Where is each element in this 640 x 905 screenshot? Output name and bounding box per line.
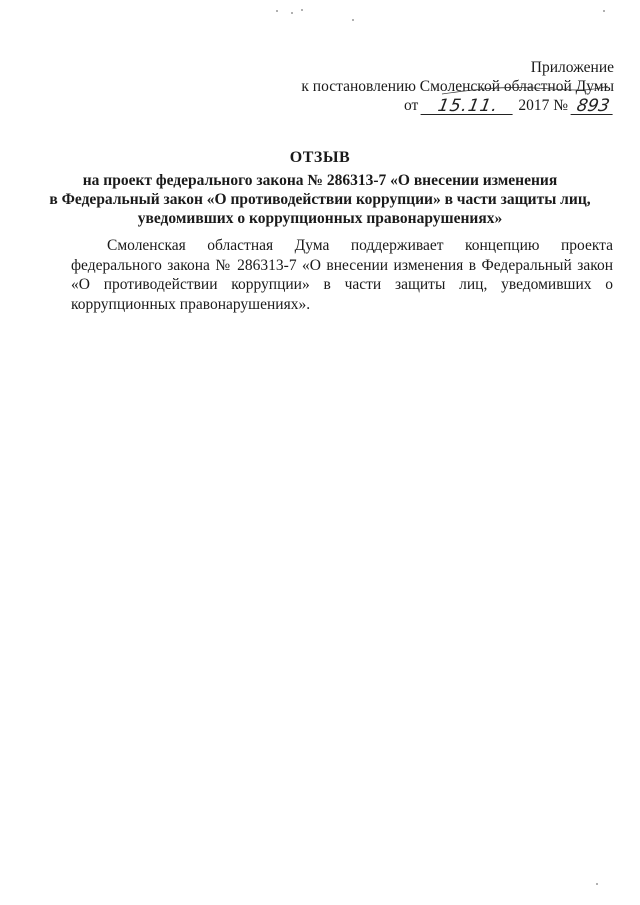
appendix-label: Приложение bbox=[530, 59, 614, 76]
scan-speck bbox=[596, 883, 598, 885]
year-text: 2017 № bbox=[518, 97, 568, 114]
title-line: уведомивших о коррупционных правонарушениях» bbox=[137, 210, 503, 227]
appendix-header bbox=[301, 58, 614, 115]
body-paragraph: Смоленская областная Дума поддерживает концепцию проекта федерального закона № 286313-7 «О внесении изменения в Федеральный закон «О противодействии коррупции» в части защиты лиц, уведомивших о коррупционных правонарушениях». bbox=[71, 237, 613, 313]
handwritten-date: 15.11. bbox=[421, 98, 516, 115]
title-line: в Федеральный закон «О противодействии коррупции» в части защиты лиц, bbox=[49, 191, 591, 208]
title-line: на проект федерального закона № 286313-7 «О внесении изменения bbox=[82, 172, 558, 189]
resolution-line: к постановлению Смоленской областной Думы bbox=[301, 78, 614, 95]
document-title bbox=[40, 148, 600, 228]
scan-speck bbox=[291, 12, 293, 14]
handwritten-number: 893 bbox=[571, 98, 616, 115]
scan-speck bbox=[603, 10, 605, 12]
date-line bbox=[404, 96, 614, 115]
title-heading: ОТЗЫВ bbox=[289, 149, 351, 166]
scan-speck bbox=[352, 19, 354, 21]
date-prefix: от bbox=[404, 97, 419, 114]
scan-speck bbox=[301, 9, 303, 11]
scan-speck bbox=[276, 10, 278, 12]
